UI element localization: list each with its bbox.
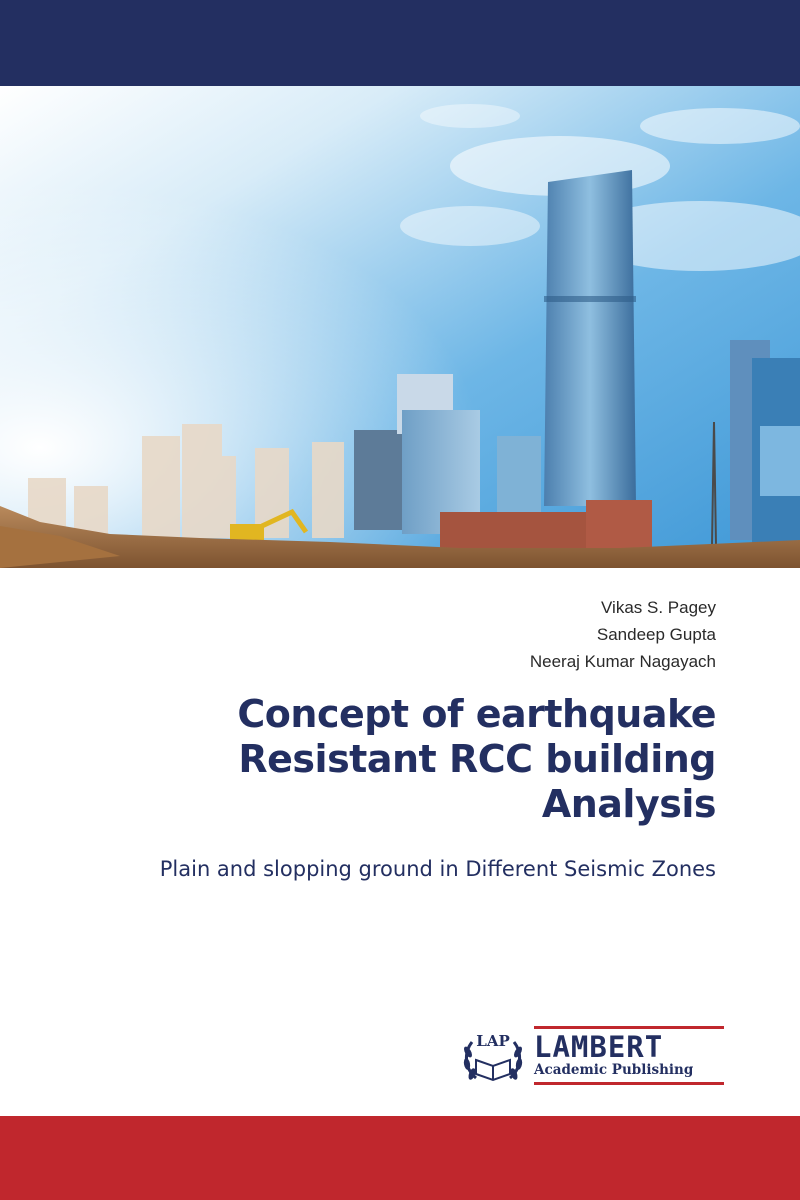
title-line: Resistant RCC building bbox=[238, 737, 716, 781]
author-name: Sandeep Gupta bbox=[596, 625, 716, 644]
cover-photo bbox=[0, 86, 800, 568]
author-list bbox=[530, 594, 716, 675]
emblem-text: LAP bbox=[476, 1032, 510, 1050]
publisher-subname: Academic Publishing bbox=[534, 1062, 694, 1078]
bottom-color-band bbox=[0, 1116, 800, 1200]
top-color-band bbox=[0, 0, 800, 86]
book-subtitle: Plain and slopping ground in Different Seismic Zones bbox=[159, 857, 716, 881]
author-name: Vikas S. Pagey bbox=[601, 598, 716, 617]
book-laurel-icon bbox=[460, 1024, 526, 1086]
title-line: Analysis bbox=[541, 782, 716, 826]
publisher-rule bbox=[534, 1026, 724, 1029]
book-title bbox=[76, 692, 716, 827]
author-name: Neeraj Kumar Nagayach bbox=[529, 652, 716, 671]
publisher-name: LAMBERT bbox=[534, 1030, 664, 1064]
publisher-rule bbox=[534, 1082, 724, 1085]
publisher-logo bbox=[460, 1024, 724, 1086]
title-line: Concept of earthquake bbox=[237, 692, 716, 736]
